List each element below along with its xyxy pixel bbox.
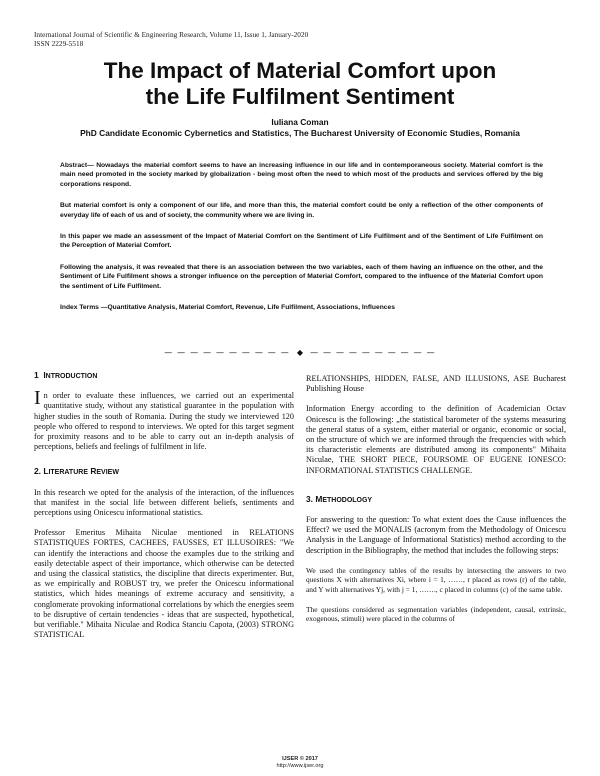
left-column — [34, 370, 294, 650]
methodology-paragraph-1: For answering to the question: To what extent does the Cause influences the Effect? we used the MONALIS (acronym from the Methodology of Onicescu Analysis in the Language of Informational Statistics) method according to the description in the Bibliography, the method that includes the following steps: — [306, 515, 566, 555]
author-affiliation: PhD Candidate Economic Cybernetics and Statistics, The Bucharest University of Economic Studies, Romania — [80, 127, 520, 138]
index-terms: Index Terms —Quantitative Analysis, Material Comfort, Revenue, Life Fulfilment, Associations, Influences — [60, 304, 395, 312]
introduction-paragraph — [34, 387, 294, 452]
section-heading-literature-review: 2. LITERATURE REVIEW — [34, 466, 119, 477]
information-energy-paragraph: Information Energy according to the definition of Academician Octav Onicescu is the following: „the statistical barometer of the systems measuring the general status of a system, either material or organic, economic or social, on the structure of which we are informed through the frequencies with which its characteristic elements are distributed among its components" Mihaita Niculae, THE SHORT PIECE, FOURSOME OF EUGENE IONESCO: INFORMATIONAL STATISTICS CHALLENGE. — [306, 404, 566, 475]
author-name: Iuliana Coman — [271, 117, 329, 127]
abstract-paragraph-3: In this paper we made an assessment of the Impact of Material Comfort on the Sentiment of Life Fulfilment and of the Sentiment of Life Fulfilment on the Perception of Material Comfort. — [60, 233, 543, 250]
abstract-block — [60, 161, 543, 324]
separator-dashes-right: — — — — — — — — — — — [310, 348, 436, 357]
methodology-paragraph-3: The questions considered as segmentation variables (independent, causal, extrinsic, exogenous, stimuli) were placed in the columns of — [306, 604, 566, 624]
abstract-paragraph-2: But material comfort is only a component of our life, and more than this, the material comfort could be only a reflection of the other components of everyday life of each of us and of society, the community where we are living in. — [60, 202, 543, 219]
page-footer — [200, 756, 400, 770]
paper-title-line-1: The Impact of Material Comfort upon — [103, 58, 497, 83]
journal-header — [34, 30, 454, 48]
footer-url[interactable]: http://www.ijser.org — [276, 763, 324, 769]
methodology-paragraph-2: We used the contingency tables of the results by intersecting the answers to two questions X with alternatives Xi, where i = 1, ……, r placed as rows (r) of the table, and Y with alternatives Yj, with j = 1, ……., c placed in columns (c) of the same table. — [306, 565, 566, 595]
introduction-text: n order to evaluate these influences, we carried out an experimental quantitative study, without any statistical guarantee in the population with higher studies in the south of Romania. During the study we interviewed 120 people who offered to respond to interviews. We opted for this target segment for proximity reasons and to be able to carry out an in-depth analysis of perceptions, beliefs and feelings of fulfilment in life. — [34, 391, 294, 452]
section-separator — [150, 348, 450, 357]
abstract-paragraph-4: Following the analysis, it was revealed that there is an association between the two variables, each of them having an influence on the other, and the Sentiment of Life Fulfilment shows a stronger influence on the perception of Material Comfort, compared to the influence of the Material Comfort upon the sentiment of Life Fulfilment. — [60, 263, 543, 290]
section-heading-methodology: 3. METHODOLOGY — [306, 493, 373, 504]
paper-title-line-2: the Life Fulfilment Sentiment — [145, 84, 455, 109]
drop-cap: I — [34, 387, 41, 410]
footer-copyright: IJSER © 2017 — [282, 756, 318, 762]
author-block — [30, 117, 570, 138]
literature-paragraph-1: In this research we opted for the analysis of the interaction, of the influences that manifest in the social life between different beliefs, sentiments and perceptions using Onicescu informational statistics. — [34, 487, 294, 518]
literature-paragraph-2: Professor Emeritus Mihaita Niculae mentioned in RELATIONS STATISTIQUES FORTES, CACHEES, FAUSSES, ET ILLUSOIRES: "We can identify the interactions and choose the examples due to the striking and easily detectable aspect of their importance, which otherwise can be detected and using the classical statistics, the discipline that directs experimenter. But, as we empirically and ROBUST try, we prefer the Onicescu informational statistics, which hides meanings of extreme accuracy and sensitivity, a conglomerate provoking informational correlations by which the energies seem to be disruptive of certain tendencies - ideas that are suspected, hypothetical, but verifiable." Mihaita Niculae and Rodica Stanciu Capota, (2003) STRONG STATISTICAL — [34, 528, 294, 640]
literature-continuation: RELATIONSHIPS, HIDDEN, FALSE, AND ILLUSIONS, ASE Bucharest Publishing House — [306, 374, 566, 394]
journal-issn: ISSN 2229-5518 — [34, 39, 84, 49]
section-heading-introduction: 1 INTRODUCTION — [34, 370, 98, 380]
abstract-paragraph-1: Abstract— Nowadays the material comfort seems to have an increasing influence in our life and in contemporaneous society. Material comfort is the main need promoted in the society marked by globalization - being most often the need to which most of the products and services offered by the big corporations respond. — [60, 162, 543, 188]
right-column — [306, 370, 566, 634]
separator-dashes-left: — — — — — — — — — — — [164, 348, 290, 357]
journal-citation: International Journal of Scientific & Engineering Research, Volume 11, Issue 1, January-2020 — [34, 30, 309, 39]
paper-title — [30, 58, 570, 110]
diamond-icon: ◆ — [296, 348, 304, 357]
